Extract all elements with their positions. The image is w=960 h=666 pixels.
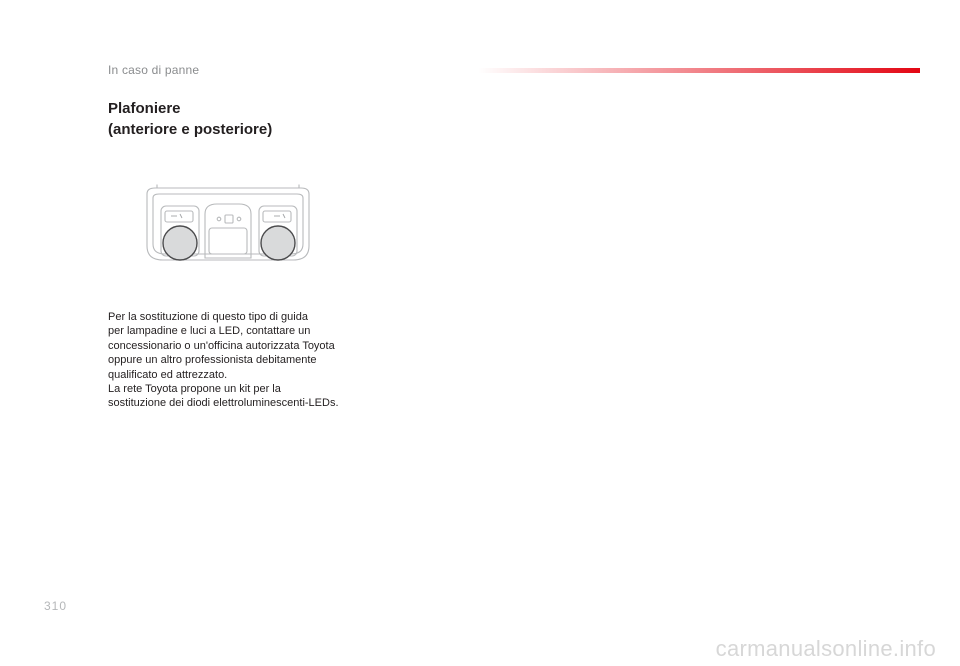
header-accent-bar [478, 68, 920, 73]
ceiling-light-illustration [143, 184, 313, 266]
watermark: carmanualsonline.info [715, 636, 936, 661]
body-line: Per la sostituzione di questo tipo di guida [108, 311, 308, 323]
page-number: 310 [44, 599, 68, 613]
body-line: oppure un altro professionista debitamente [108, 354, 317, 367]
section-title: In caso di panne [108, 63, 200, 77]
body-line: concessionario o un'officina autorizzata Toyota [108, 339, 335, 352]
page-title [108, 98, 408, 140]
body-line: per lampadine e luci a LED, contattare un [108, 325, 311, 338]
body-paragraph [108, 310, 368, 411]
title-line-1: Plafoniere [108, 100, 181, 117]
body-line: La rete Toyota propone un kit per la [108, 383, 281, 396]
body-line: qualificato ed attrezzato. [108, 368, 228, 381]
body-line: sostituzione dei diodi elettroluminescenti-LEDs. [108, 397, 339, 410]
title-line-2: (anteriore e posteriore) [108, 121, 273, 138]
